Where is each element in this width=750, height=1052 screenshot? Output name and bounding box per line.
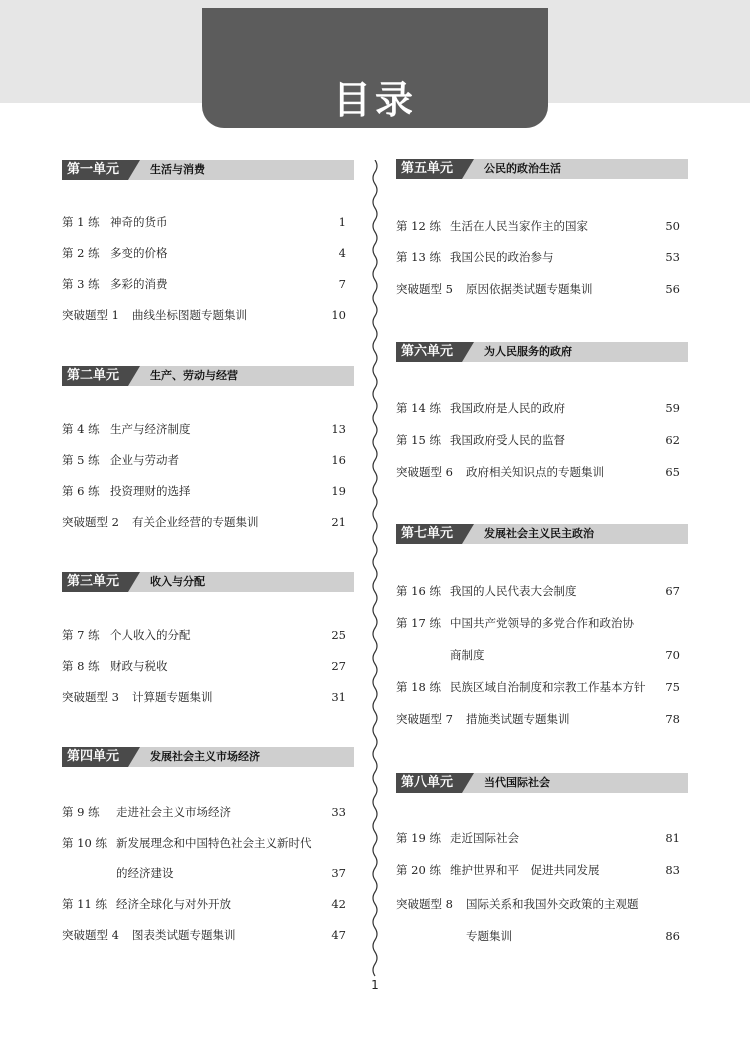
entry-page: 42 [331, 897, 346, 911]
unit-title: 发展社会主义民主政治 [484, 527, 594, 540]
entry-title: 投资理财的选择 [110, 484, 191, 498]
entry-page: 21 [331, 515, 346, 529]
entry-label: 第 13 练 [396, 250, 441, 264]
unit-title: 当代国际社会 [484, 776, 550, 789]
entry-page: 50 [665, 219, 680, 233]
entry-page: 27 [331, 659, 346, 673]
toc-entry[interactable] [396, 677, 688, 697]
entry-title: 计算题专题集训 [132, 690, 213, 704]
unit-1 [62, 160, 354, 322]
entry-title: 经济全球化与对外开放 [116, 897, 231, 911]
unit-title: 发展社会主义市场经济 [150, 750, 260, 763]
entry-label: 第 18 练 [396, 680, 441, 694]
toc-entry[interactable] [62, 687, 354, 707]
entry-label: 第 17 练 [396, 616, 441, 630]
unit-title: 生活与消费 [150, 163, 205, 176]
toc-entry[interactable] [396, 216, 688, 236]
entry-title: 中国共产党领导的多党合作和政治协 [450, 616, 634, 630]
entry-title: 财政与税收 [110, 659, 168, 673]
entry-page: 83 [665, 863, 680, 877]
entry-label: 突破题型 6 [396, 465, 453, 479]
entry-label: 第 1 练 [62, 215, 100, 229]
entry-page: 13 [331, 422, 346, 436]
entry-page: 78 [665, 712, 680, 726]
entry-page: 7 [338, 277, 346, 291]
entry-page: 47 [331, 928, 346, 942]
toc-entry[interactable] [62, 833, 354, 853]
entry-label: 第 9 练 [62, 805, 100, 819]
unit-tag: 第四单元 [62, 747, 128, 767]
entry-label: 突破题型 5 [396, 282, 453, 296]
entry-page: 37 [331, 866, 346, 880]
entry-title: 多彩的消费 [110, 277, 168, 291]
unit-header [62, 572, 354, 592]
unit-6 [396, 342, 688, 479]
unit-header [396, 342, 688, 362]
column-divider [368, 160, 382, 980]
entry-title: 专题集训 [466, 929, 512, 943]
unit-tag: 第五单元 [396, 159, 462, 179]
entry-label: 突破题型 1 [62, 308, 119, 322]
entry-page: 1 [338, 215, 346, 229]
unit-3 [62, 572, 354, 704]
entry-label: 突破题型 7 [396, 712, 453, 726]
entry-title: 政府相关知识点的专题集训 [466, 465, 604, 479]
toc-entry[interactable] [396, 709, 688, 729]
entry-page: 70 [665, 648, 680, 662]
entry-page: 33 [331, 805, 346, 819]
unit-header [62, 366, 354, 386]
unit-7 [396, 524, 688, 726]
entry-page: 75 [665, 680, 680, 694]
toc-entry[interactable] [396, 860, 688, 880]
entry-title: 神奇的货币 [110, 215, 168, 229]
entry-label: 第 11 练 [62, 897, 107, 911]
toc-entry[interactable] [396, 247, 688, 267]
entry-title: 走进社会主义市场经济 [116, 805, 231, 819]
entry-label: 第 7 练 [62, 628, 100, 642]
unit-title: 生产、劳动与经营 [150, 369, 238, 382]
unit-title: 公民的政治生活 [484, 162, 561, 175]
title-tab [202, 8, 548, 128]
unit-2 [62, 366, 354, 529]
entry-title: 我国的人民代表大会制度 [450, 584, 577, 598]
entry-label: 第 5 练 [62, 453, 100, 467]
toc-entry[interactable] [62, 512, 354, 532]
toc-entry[interactable] [62, 656, 354, 676]
entry-page: 81 [665, 831, 680, 845]
unit-header [396, 524, 688, 544]
unit-tag: 第二单元 [62, 366, 128, 386]
toc-entry[interactable] [62, 305, 354, 325]
entry-page: 53 [665, 250, 680, 264]
unit-8 [396, 773, 688, 943]
entry-label: 第 15 练 [396, 433, 441, 447]
unit-4 [62, 747, 354, 942]
entry-page: 86 [665, 929, 680, 943]
entry-title: 图表类试题专题集训 [132, 928, 236, 942]
entry-title: 有关企业经营的专题集训 [132, 515, 259, 529]
entry-title: 我国政府受人民的监督 [450, 433, 565, 447]
toc-entry[interactable] [62, 925, 354, 945]
toc-entry[interactable] [396, 828, 688, 848]
entry-label: 第 14 练 [396, 401, 441, 415]
unit-tag: 第七单元 [396, 524, 462, 544]
entry-title: 新发展理念和中国特色社会主义新时代 [116, 836, 312, 850]
toc-entry[interactable] [62, 450, 354, 470]
entry-title: 曲线坐标图题专题集训 [132, 308, 247, 322]
entry-page: 62 [665, 433, 680, 447]
toc-entry[interactable] [62, 419, 354, 439]
toc-entry-continued[interactable] [396, 926, 688, 946]
unit-header [396, 159, 688, 179]
unit-tag: 第三单元 [62, 572, 128, 592]
entry-label: 第 16 练 [396, 584, 441, 598]
entry-page: 31 [331, 690, 346, 704]
entry-title: 维护世界和平 促进共同发展 [450, 863, 600, 877]
entry-page: 16 [331, 453, 346, 467]
entry-label: 第 6 练 [62, 484, 100, 498]
entry-label: 突破题型 4 [62, 928, 119, 942]
entry-title: 措施类试题专题集训 [466, 712, 570, 726]
unit-title: 收入与分配 [150, 575, 205, 588]
entry-page: 67 [665, 584, 680, 598]
unit-tag: 第八单元 [396, 773, 462, 793]
page-title: 目录 [332, 78, 417, 122]
toc-entry[interactable] [62, 481, 354, 501]
toc-entry[interactable] [62, 274, 354, 294]
entry-label: 突破题型 3 [62, 690, 119, 704]
unit-title: 为人民服务的政府 [484, 345, 572, 358]
toc-entry[interactable] [396, 613, 688, 633]
unit-header [62, 747, 354, 767]
entry-title: 生产与经济制度 [110, 422, 191, 436]
entry-page: 59 [665, 401, 680, 415]
toc-entry[interactable] [62, 212, 354, 232]
entry-title: 的经济建设 [116, 866, 174, 880]
entry-title: 我国公民的政治参与 [450, 250, 554, 264]
toc-entry[interactable] [62, 802, 354, 822]
toc-entry[interactable] [396, 581, 688, 601]
entry-label: 突破题型 2 [62, 515, 119, 529]
toc-entry-continued[interactable] [396, 645, 688, 665]
entry-label: 第 19 练 [396, 831, 441, 845]
entry-page: 4 [338, 246, 346, 260]
toc-entry[interactable] [396, 894, 688, 914]
entry-label: 第 8 练 [62, 659, 100, 673]
toc-entry[interactable] [396, 462, 688, 482]
unit-tag: 第一单元 [62, 160, 128, 180]
unit-5 [396, 159, 688, 296]
page-number: 1 [371, 978, 379, 992]
entry-title: 我国政府是人民的政府 [450, 401, 565, 415]
entry-title: 走近国际社会 [450, 831, 519, 845]
entry-page: 65 [665, 465, 680, 479]
entry-title: 个人收入的分配 [110, 628, 191, 642]
entry-page: 10 [331, 308, 346, 322]
unit-header [396, 773, 688, 793]
toc-entry[interactable] [62, 625, 354, 645]
entry-title: 民族区域自治制度和宗教工作基本方针 [450, 680, 646, 694]
entry-label: 第 20 练 [396, 863, 441, 877]
entry-label: 第 2 练 [62, 246, 100, 260]
toc-entry[interactable] [396, 430, 688, 450]
entry-page: 56 [665, 282, 680, 296]
entry-title: 原因依据类试题专题集训 [466, 282, 593, 296]
toc-entry[interactable] [396, 279, 688, 299]
toc-entry[interactable] [62, 894, 354, 914]
entry-label: 第 4 练 [62, 422, 100, 436]
entry-page: 25 [331, 628, 346, 642]
toc-entry[interactable] [62, 243, 354, 263]
entry-title: 多变的价格 [110, 246, 168, 260]
entry-title: 生活在人民当家作主的国家 [450, 219, 588, 233]
entry-label: 突破题型 8 [396, 897, 453, 911]
toc-entry[interactable] [396, 398, 688, 418]
unit-tag: 第六单元 [396, 342, 462, 362]
entry-label: 第 12 练 [396, 219, 441, 233]
entry-label: 第 10 练 [62, 836, 107, 850]
entry-title: 国际关系和我国外交政策的主观题 [466, 897, 639, 911]
entry-title: 商制度 [450, 648, 485, 662]
entry-title: 企业与劳动者 [110, 453, 179, 467]
unit-header [62, 160, 354, 180]
entry-page: 19 [331, 484, 346, 498]
toc-entry-continued[interactable] [62, 863, 354, 883]
entry-label: 第 3 练 [62, 277, 100, 291]
